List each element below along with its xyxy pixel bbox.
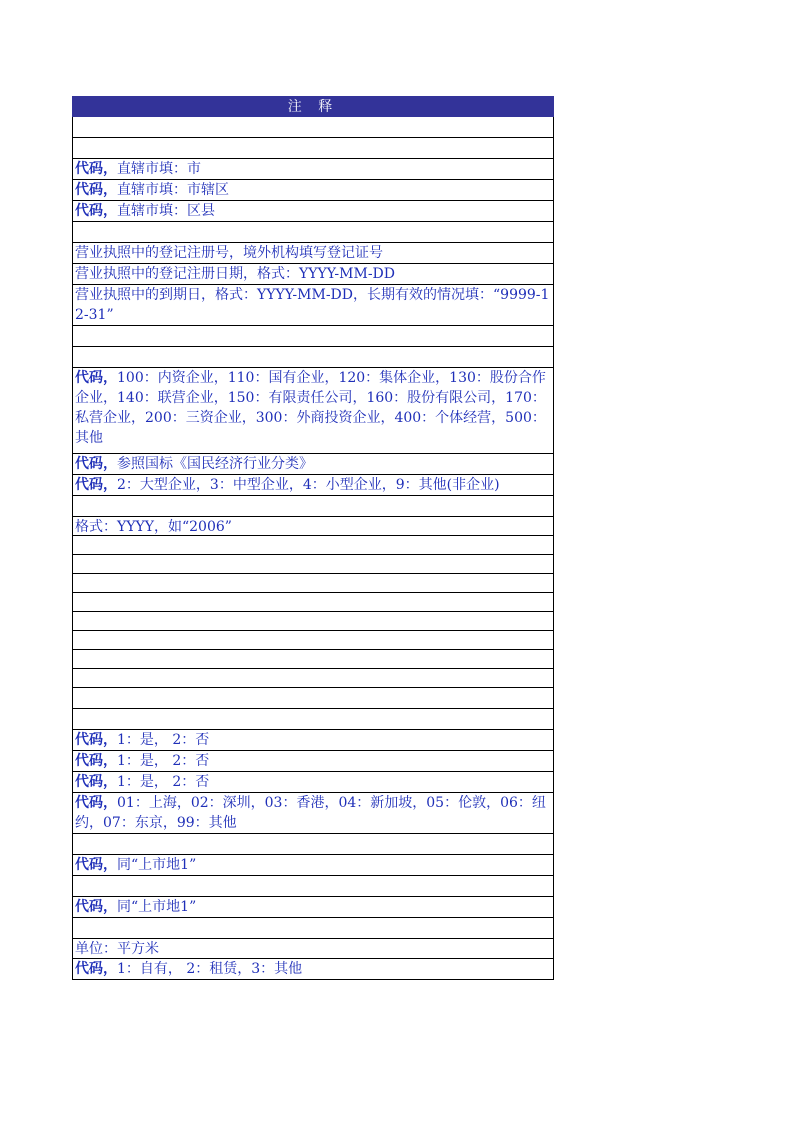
notes-table <box>72 96 554 980</box>
code-keyword: 代码， <box>75 899 117 915</box>
note-text: 直辖市填：区县 <box>117 203 215 219</box>
note-text: 1：是， 2：否 <box>117 732 210 748</box>
note-row[interactable] <box>73 496 553 517</box>
code-keyword: 代码， <box>75 732 117 748</box>
note-row[interactable] <box>73 793 553 834</box>
note-text: 同“上市地1” <box>117 857 197 873</box>
note-row[interactable] <box>73 264 553 285</box>
note-row[interactable] <box>73 347 553 368</box>
note-row[interactable] <box>73 536 553 555</box>
note-text: 单位：平方米 <box>75 941 159 957</box>
code-keyword: 代码， <box>75 161 117 177</box>
note-row[interactable] <box>73 180 553 201</box>
note-row[interactable] <box>73 222 553 243</box>
note-row[interactable] <box>73 612 553 631</box>
code-keyword: 代码， <box>75 774 117 790</box>
notes-header: 注 释 <box>72 96 554 117</box>
note-row[interactable] <box>73 159 553 180</box>
note-text: 1：是， 2：否 <box>117 774 210 790</box>
note-row[interactable] <box>73 855 553 876</box>
note-row[interactable] <box>73 834 553 855</box>
note-row[interactable] <box>73 138 553 159</box>
note-row[interactable] <box>73 959 553 980</box>
note-text: 直辖市填：市辖区 <box>117 182 229 198</box>
note-text: 1：自有， 2：租赁，3：其他 <box>117 961 303 977</box>
note-row[interactable] <box>73 751 553 772</box>
note-row[interactable] <box>73 688 553 709</box>
note-text: 100：内资企业，110：国有企业，120：集体企业，130：股份合作企业，140：联营企业，150：有限责任公司，160：股份有限公司，170：私营企业，200：三资企业，300：外商投资企业，400：个体经营，500：其他 <box>75 370 546 446</box>
note-row[interactable] <box>73 555 553 574</box>
code-keyword: 代码， <box>75 203 117 219</box>
note-row[interactable] <box>73 243 553 264</box>
code-keyword: 代码， <box>75 370 117 386</box>
note-text: 格式：YYYY，如“2006” <box>75 519 232 535</box>
note-row[interactable] <box>73 574 553 593</box>
note-row[interactable] <box>73 201 553 222</box>
note-text: 1：是， 2：否 <box>117 753 210 769</box>
note-text: 01：上海，02：深圳，03：香港，04：新加坡，05：伦敦，06：纽约，07：东京，99：其他 <box>75 795 546 831</box>
code-keyword: 代码， <box>75 456 117 472</box>
note-row[interactable] <box>73 709 553 730</box>
note-text: 营业执照中的到期日，格式：YYYY-MM-DD，长期有效的情况填：“9999-12-31” <box>75 287 550 323</box>
note-row[interactable] <box>73 517 553 536</box>
note-row[interactable] <box>73 368 553 454</box>
note-row[interactable] <box>73 939 553 959</box>
note-row[interactable] <box>73 669 553 688</box>
code-keyword: 代码， <box>75 961 117 977</box>
code-keyword: 代码， <box>75 857 117 873</box>
note-text: 营业执照中的登记注册号，境外机构填写登记证号 <box>75 245 383 261</box>
code-keyword: 代码， <box>75 795 117 811</box>
note-text: 直辖市填：市 <box>117 161 201 177</box>
note-row[interactable] <box>73 285 553 326</box>
note-row[interactable] <box>73 897 553 918</box>
note-row[interactable] <box>73 593 553 612</box>
note-row[interactable] <box>73 650 553 669</box>
note-row[interactable] <box>73 475 553 496</box>
note-text: 营业执照中的登记注册日期，格式：YYYY-MM-DD <box>75 266 396 282</box>
note-text: 同“上市地1” <box>117 899 197 915</box>
code-keyword: 代码， <box>75 182 117 198</box>
note-text: 2：大型企业，3：中型企业，4：小型企业，9：其他(非企业) <box>117 477 500 493</box>
notes-rows <box>72 117 554 980</box>
note-row[interactable] <box>73 326 553 347</box>
note-row[interactable] <box>73 454 553 475</box>
note-row[interactable] <box>73 772 553 793</box>
note-text: 参照国标《国民经济行业分类》 <box>117 456 313 472</box>
code-keyword: 代码， <box>75 477 117 493</box>
note-row[interactable] <box>73 631 553 650</box>
note-row[interactable] <box>73 918 553 939</box>
note-row[interactable] <box>73 117 553 138</box>
code-keyword: 代码， <box>75 753 117 769</box>
note-row[interactable] <box>73 876 553 897</box>
note-row[interactable] <box>73 730 553 751</box>
